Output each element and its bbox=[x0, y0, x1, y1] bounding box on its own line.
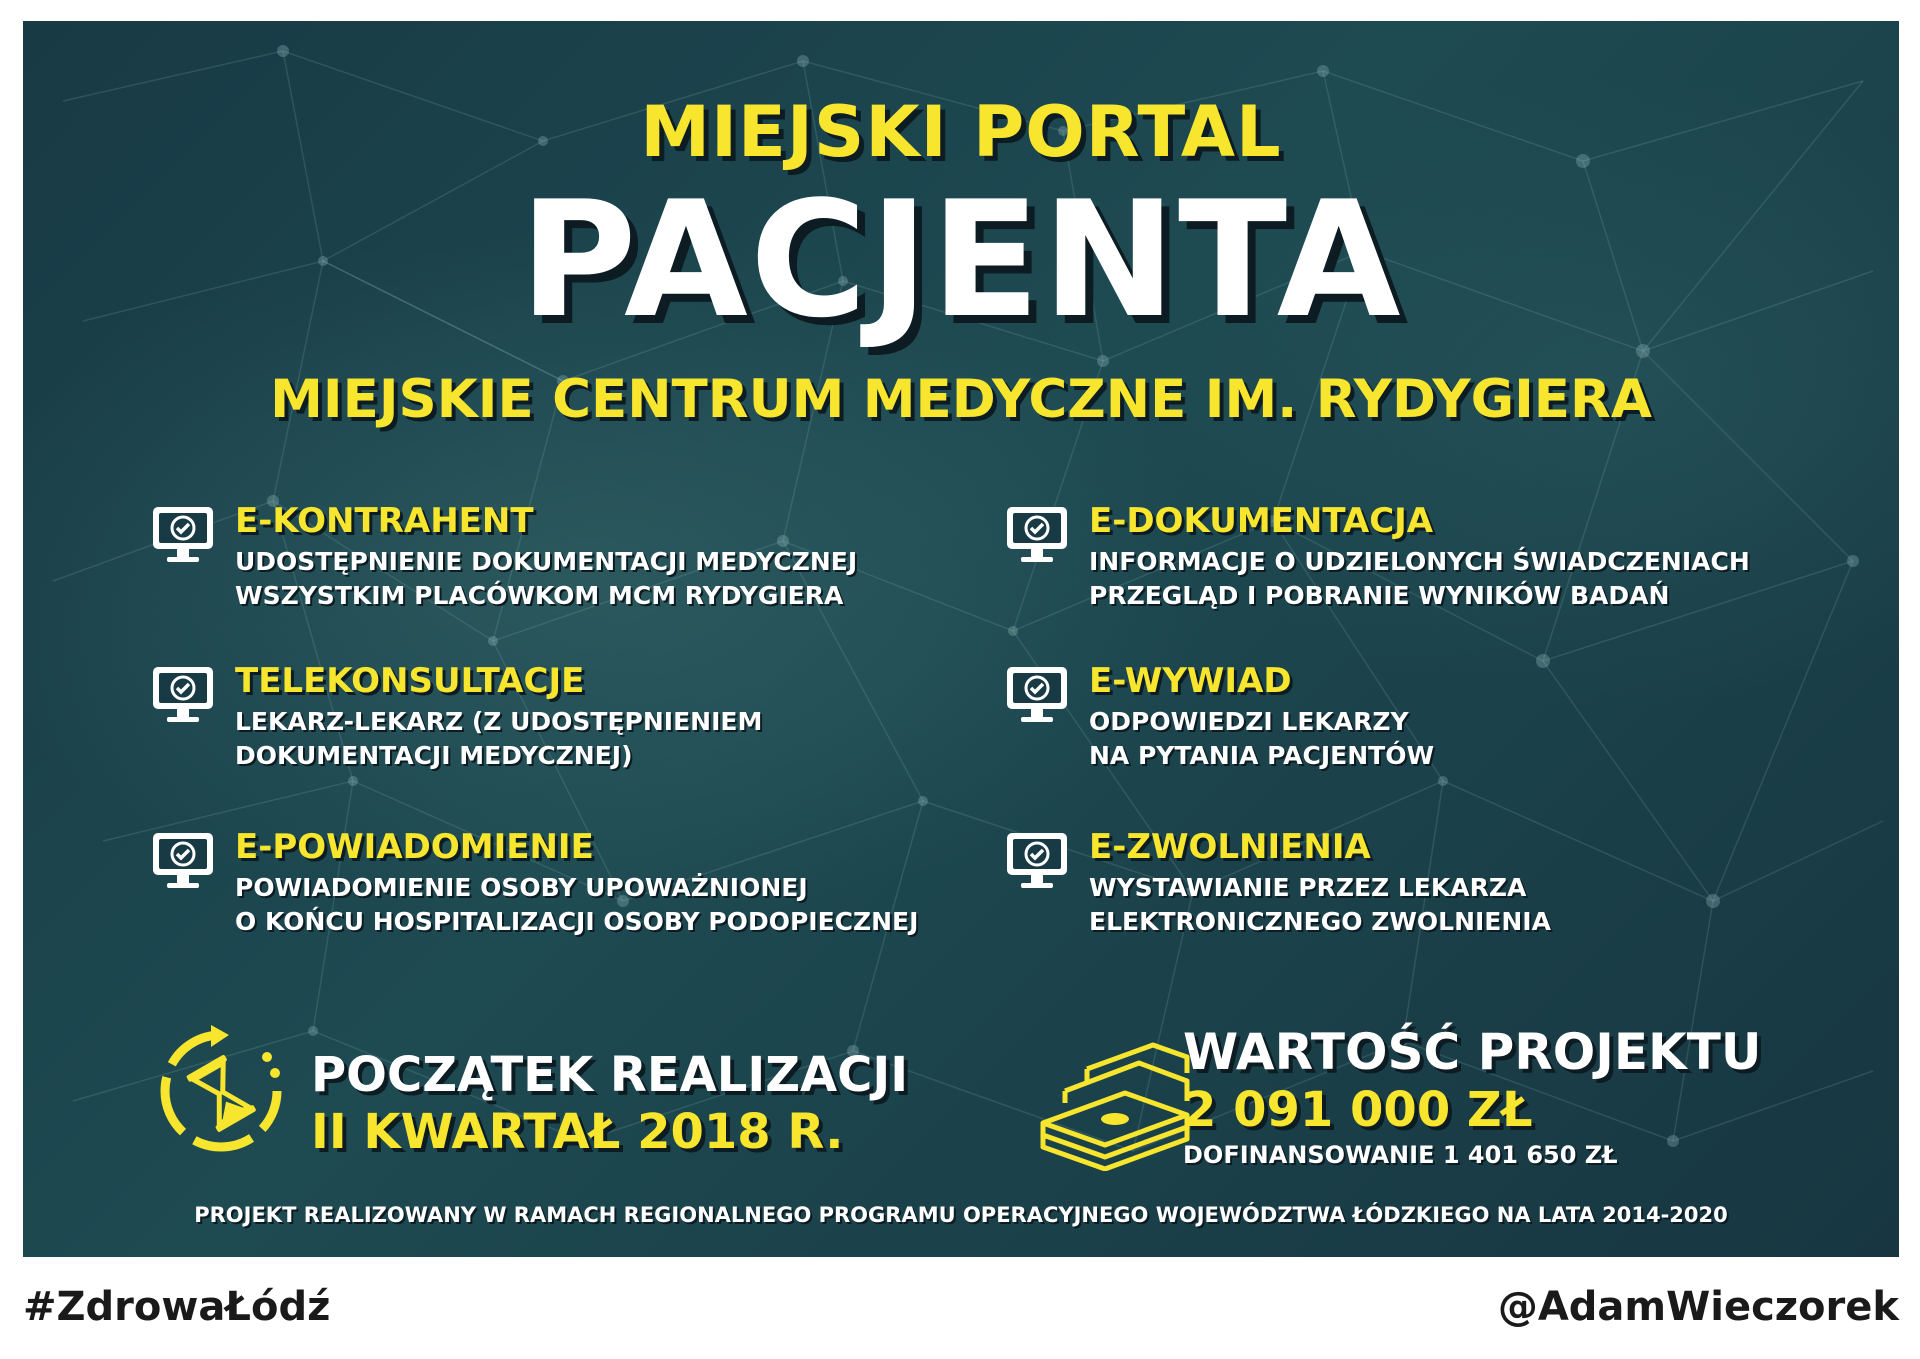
monitor-check-icon bbox=[1005, 831, 1069, 891]
monitor-check-icon bbox=[1005, 505, 1069, 565]
feature-description-line: WSZYSTKIM PLACÓWKOM MCM RYDYGIERA bbox=[235, 581, 844, 610]
monitor-check-icon bbox=[1005, 665, 1069, 725]
feature-description-line: PRZEGLĄD I POBRANIE WYNIKÓW BADAŃ bbox=[1089, 581, 1670, 610]
feature-description-line: POWIADOMIENIE OSOBY UPOWAŻNIONEJ bbox=[235, 873, 808, 902]
project-value-label: WARTOŚĆ PROJEKTU bbox=[1183, 1023, 1762, 1081]
feature-description-line: ELEKTRONICZNEGO ZWOLNIENIA bbox=[1089, 907, 1551, 936]
feature-description-line: DOKUMENTACJI MEDYCZNEJ) bbox=[235, 741, 633, 770]
monitor-check-icon bbox=[151, 665, 215, 725]
hashtag: #ZdrowaŁódź bbox=[23, 1284, 331, 1330]
feature-description-line: LEKARZ-LEKARZ (Z UDOSTĘPNIENIEM bbox=[235, 707, 763, 736]
author-handle: @AdamWieczorek bbox=[1497, 1284, 1899, 1330]
feature-title: TELEKONSULTACJE bbox=[235, 661, 585, 701]
feature-title: E-KONTRAHENT bbox=[235, 501, 534, 541]
feature-title: E-POWIADOMIENIE bbox=[235, 827, 594, 867]
portal-title-line2: PACJENTA bbox=[519, 166, 1403, 353]
poster bbox=[23, 21, 1899, 1257]
cofinancing-amount: DOFINANSOWANIE 1 401 650 ZŁ bbox=[1183, 1141, 1618, 1169]
feature-description-line: WYSTAWIANIE PRZEZ LEKARZA bbox=[1089, 873, 1527, 902]
feature-title: E-DOKUMENTACJA bbox=[1089, 501, 1434, 541]
portal-title-line1: MIEJSKI PORTAL bbox=[640, 91, 1282, 173]
feature-title: E-ZWOLNIENIA bbox=[1089, 827, 1371, 867]
start-label: POCZĄTEK REALIZACJI bbox=[311, 1047, 909, 1103]
monitor-check-icon bbox=[151, 831, 215, 891]
program-note: PROJEKT REALIZOWANY W RAMACH REGIONALNEGO PROGRAMU OPERACYJNEGO WOJEWÓDZTWA ŁÓDZKIEGO NA LATA 2014-2020 bbox=[194, 1203, 1728, 1227]
money-stack-icon bbox=[1035, 1031, 1195, 1171]
feature-description-line: NA PYTANIA PACJENTÓW bbox=[1089, 741, 1435, 770]
hospital-name: MIEJSKIE CENTRUM MEDYCZNE IM. RYDYGIERA bbox=[270, 369, 1652, 430]
hourglass-cycle-icon bbox=[151, 1021, 291, 1161]
feature-description-line: ODPOWIEDZI LEKARZY bbox=[1089, 707, 1409, 736]
start-value: II KWARTAŁ 2018 R. bbox=[311, 1104, 844, 1160]
feature-description-line: O KOŃCU HOSPITALIZACJI OSOBY PODOPIECZNEJ bbox=[235, 907, 919, 936]
feature-description-line: UDOSTĘPNIENIE DOKUMENTACJI MEDYCZNEJ bbox=[235, 547, 858, 576]
project-value-amount: 2 091 000 ZŁ bbox=[1183, 1082, 1533, 1138]
feature-description-line: INFORMACJE O UDZIELONYCH ŚWIADCZENIACH bbox=[1089, 547, 1750, 576]
monitor-check-icon bbox=[151, 505, 215, 565]
feature-title: E-WYWIAD bbox=[1089, 661, 1292, 701]
